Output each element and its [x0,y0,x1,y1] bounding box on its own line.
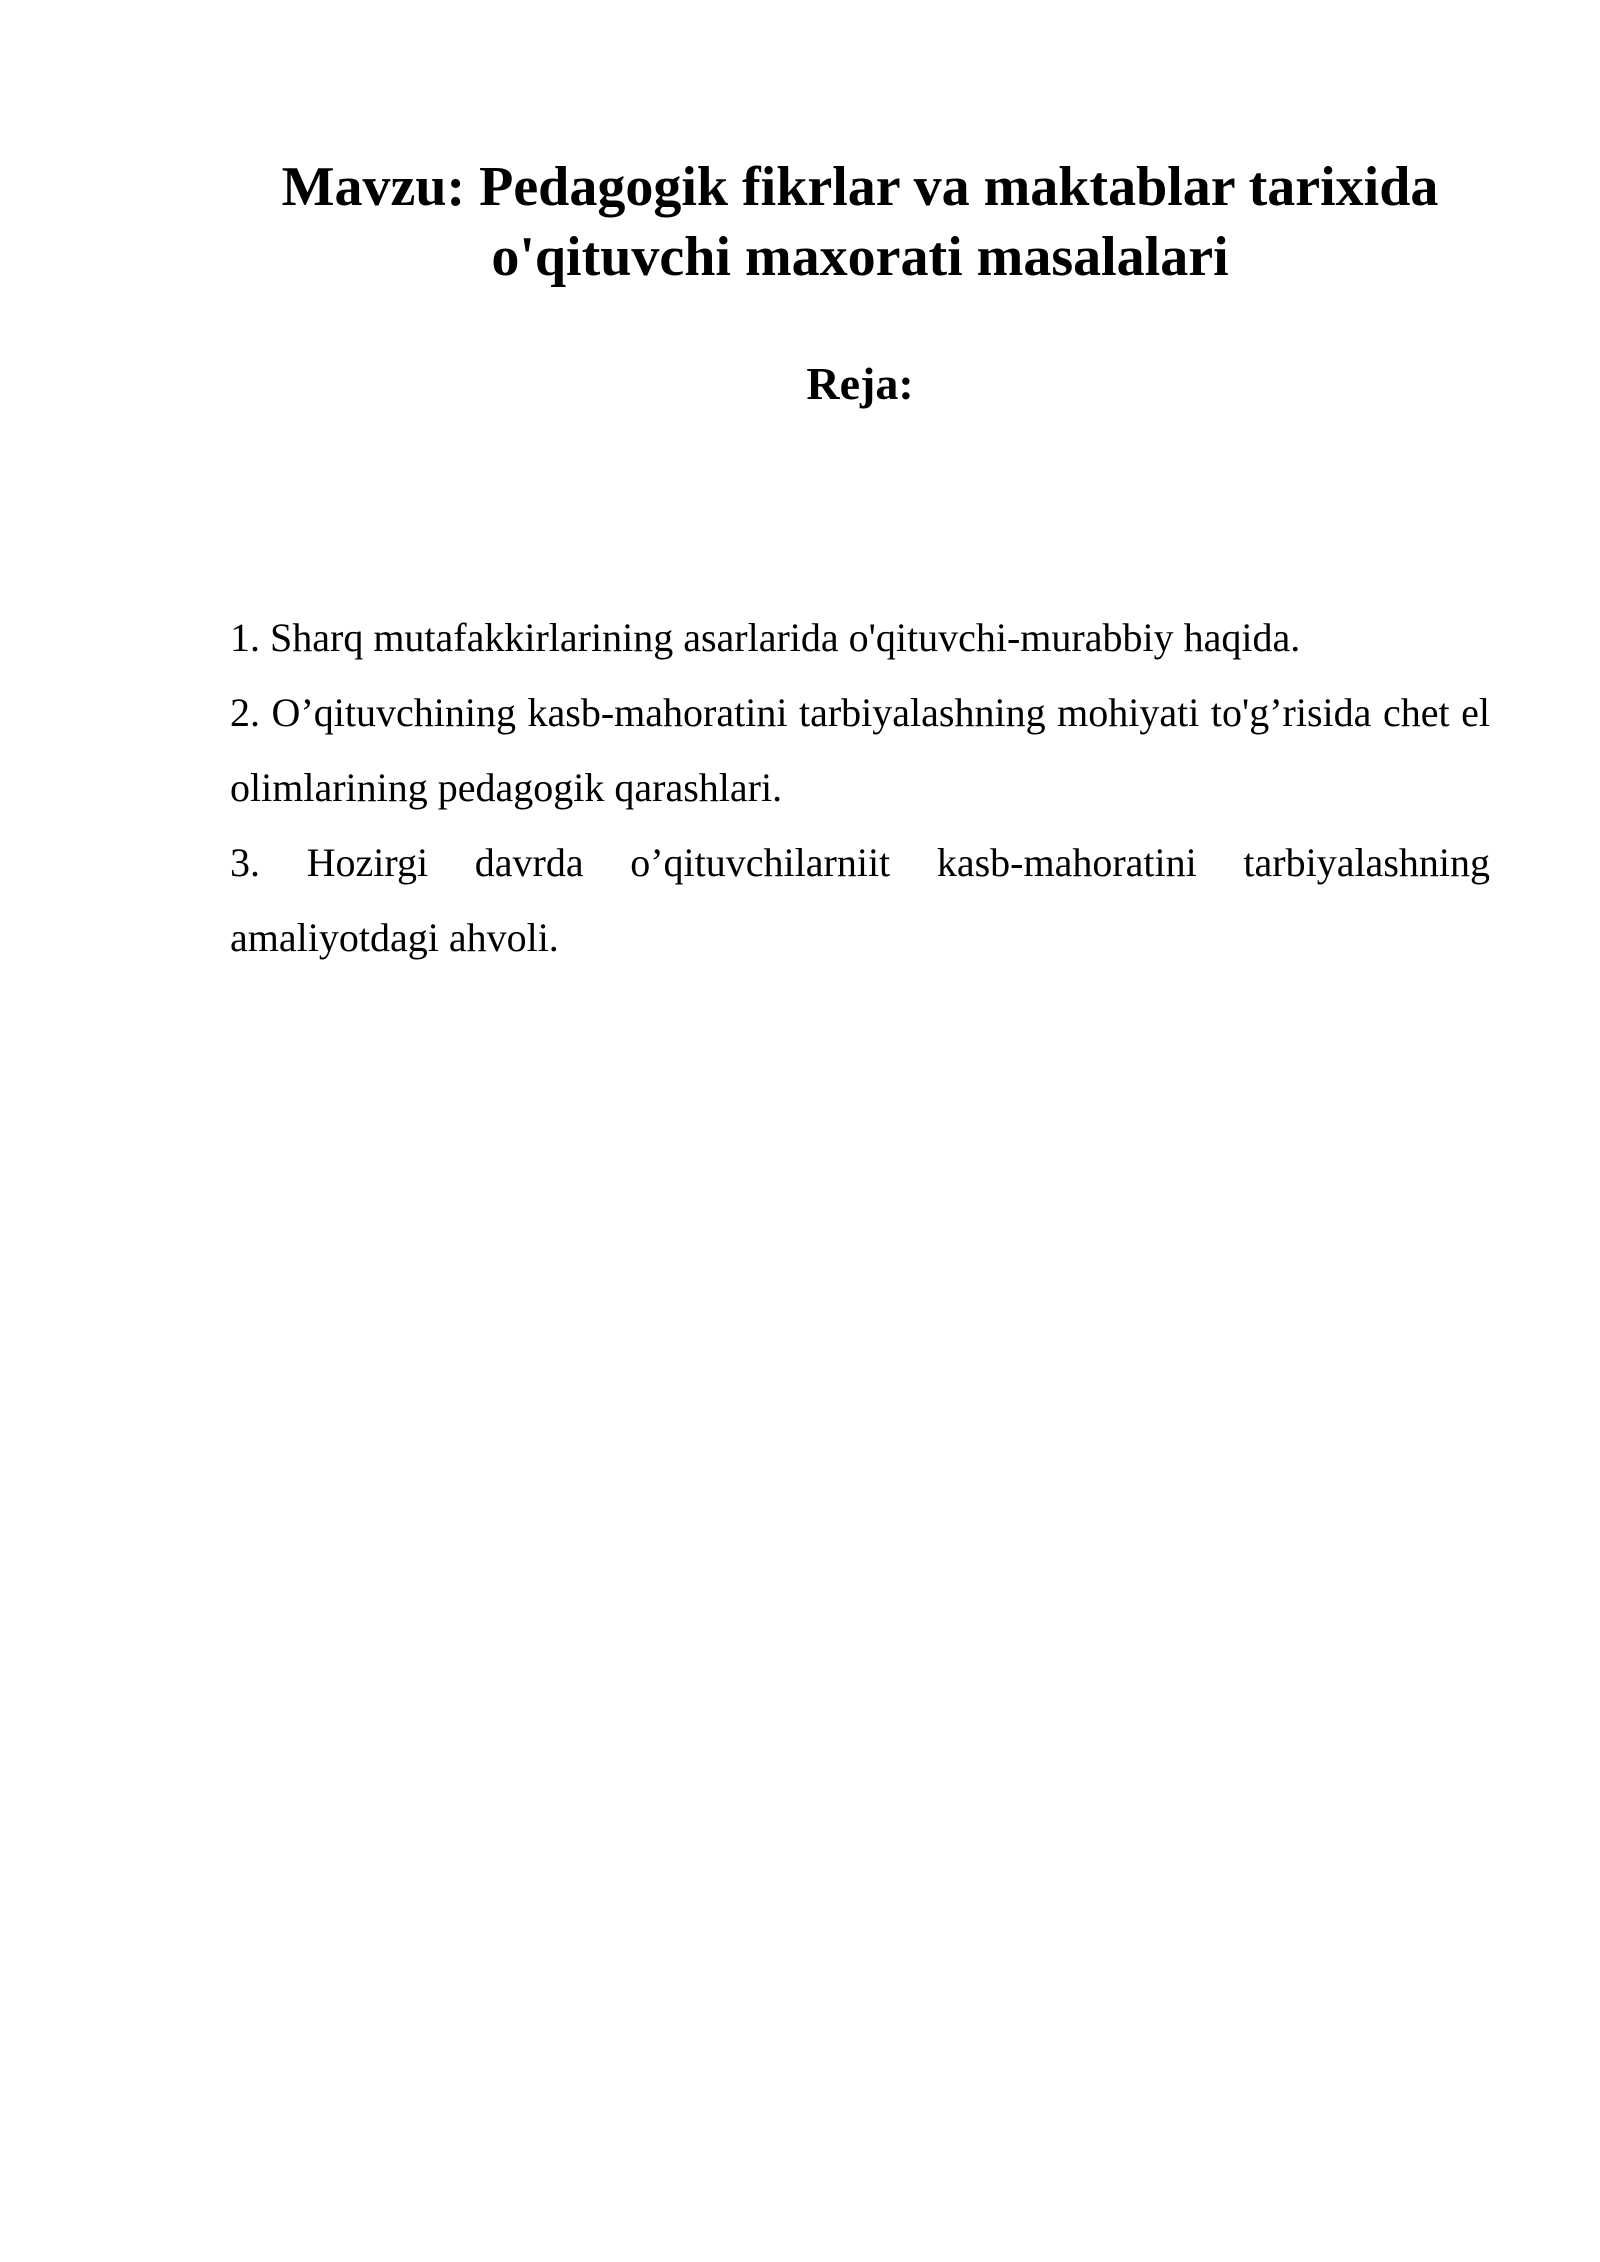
title-line-1: Mavzu: Pedagogik fikrlar va maktablar tarixida [281,156,1439,218]
document-title [200,152,1520,292]
plan-item-2: 2. O’qituvchining kasb-mahoratini tarbiyalashning mohiyati to'g’risida chet el olimlarining pedagogik qarashlari. [230,690,1490,810]
plan-list [230,600,1490,975]
title-line-2: o'qituvchi maxorati masalalari [491,226,1229,288]
plan-heading: Reja: [806,358,914,409]
plan-item-1: 1. Sharq mutafakkirlarining asarlarida o'qituvchi-murabbiy haqida. [230,615,1301,660]
plan-item-3: 3. Hozirgi davrda o’qituvchilarniit kasb-mahoratini tarbiyalashning amaliyotdagi ahvoli. [230,840,1490,960]
